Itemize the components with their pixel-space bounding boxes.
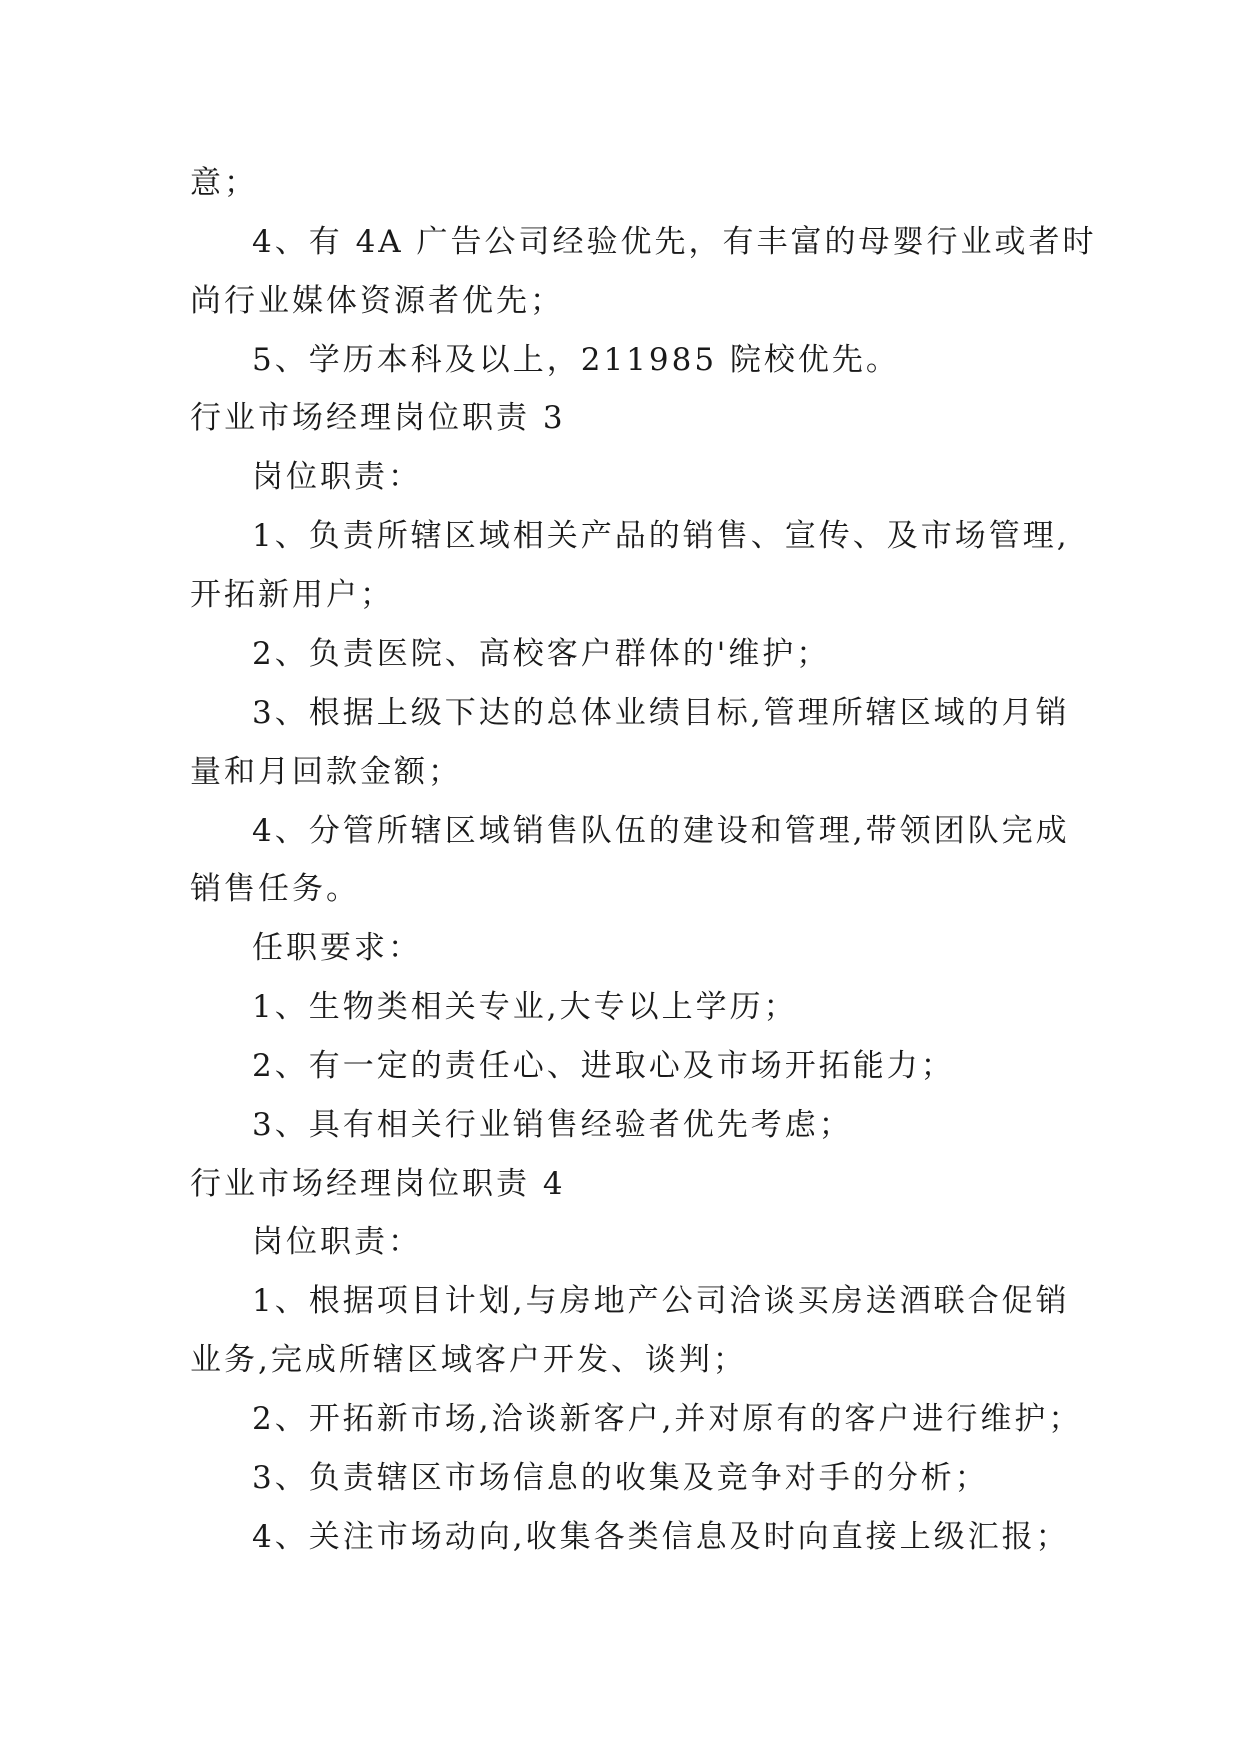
text-line: 销售任务。 (190, 871, 360, 907)
text-line: 4、有 4A 广告公司经验优先，有丰富的母婴行业或者时 (252, 224, 1097, 260)
section-heading: 行业市场经理岗位职责 4 (190, 1166, 566, 1202)
subheading: 岗位职责： (252, 1224, 422, 1260)
subheading: 岗位职责： (252, 459, 422, 495)
text-line: 1、根据项目计划,与房地产公司洽谈买房送酒联合促销 (252, 1283, 1070, 1319)
text-line: 5、学历本科及以上，211985 院校优先。 (252, 342, 900, 378)
text-line: 3、负责辖区市场信息的收集及竞争对手的分析； (252, 1460, 989, 1496)
subheading: 任职要求： (252, 930, 422, 966)
text-line: 2、负责医院、高校客户群体的'维护； (252, 636, 831, 672)
text-line: 2、有一定的责任心、进取心及市场开拓能力； (252, 1048, 955, 1084)
section-heading: 行业市场经理岗位职责 3 (190, 400, 566, 436)
text-line: 业务,完成所辖区域客户开发、谈判； (190, 1342, 747, 1378)
text-line: 开拓新用户； (190, 577, 394, 613)
text-line: 3、根据上级下达的总体业绩目标,管理所辖区域的月销 (252, 695, 1070, 731)
text-line: 意； (190, 165, 258, 201)
text-line: 量和月回款金额； (190, 754, 462, 790)
text-line: 4、关注市场动向,收集各类信息及时向直接上级汇报； (252, 1519, 1070, 1555)
text-line: 1、负责所辖区域相关产品的销售、宣传、及市场管理, (252, 518, 1070, 554)
text-line: 2、开拓新市场,洽谈新客户,并对原有的客户进行维护； (252, 1401, 1083, 1437)
text-line: 4、分管所辖区域销售队伍的建设和管理,带领团队完成 (252, 813, 1070, 849)
text-line: 1、生物类相关专业,大专以上学历； (252, 989, 798, 1025)
text-line: 尚行业媒体资源者优先； (190, 283, 564, 319)
text-line: 3、具有相关行业销售经验者优先考虑； (252, 1107, 853, 1143)
